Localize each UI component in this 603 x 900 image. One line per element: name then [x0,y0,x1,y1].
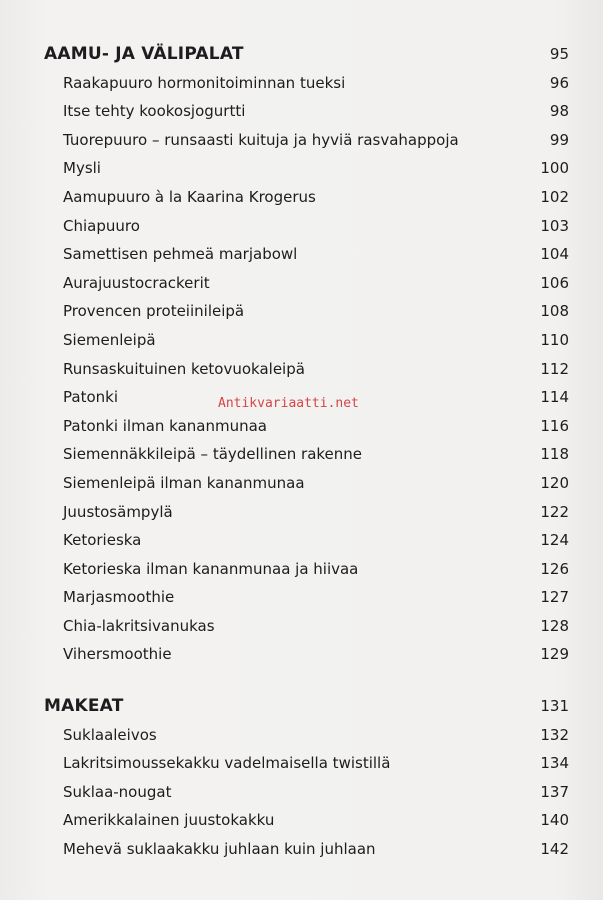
toc-entry-page: 96 [549,73,569,92]
toc-entry-title: Tuorepuuro – runsaasti kuituja ja hyviä rasvahappoja [63,130,459,149]
toc-entry[interactable] [0,440,603,469]
toc-entry-page: 100 [540,159,569,178]
toc-entry[interactable] [0,555,603,584]
toc-entry[interactable] [0,806,603,835]
toc-entry-title: Juustosämpylä [63,502,173,521]
toc-entry[interactable] [0,212,603,241]
toc-entry-title: Marjasmoothie [63,588,175,607]
toc-entry-title: Chiapuuro [63,216,140,235]
toc-entry-title: Raakapuuro hormonitoiminnan tueksi [63,73,346,92]
toc-entry-page: 132 [540,725,569,744]
toc-entry[interactable] [0,469,603,498]
section-heading-row [0,40,603,69]
toc-entry-page: 134 [540,754,569,773]
section-heading-row [0,692,603,721]
toc-entry-page: 110 [540,330,569,349]
toc-entry-page: 99 [549,130,569,149]
toc-entry-title: Siemenleipä ilman kananmunaa [63,473,305,492]
toc-entry-title: Aamupuuro à la Kaarina Krogerus [63,187,316,206]
toc-entry[interactable] [0,612,603,641]
toc-entry-page: 128 [540,616,569,635]
toc-entry-title: Patonki [63,388,118,407]
toc-entry-title: Amerikkalainen juustokakku [63,811,275,830]
toc-entry-title: Provencen proteiinileipä [63,302,245,321]
toc-entry-page: 103 [540,216,569,235]
toc-entry[interactable] [0,326,603,355]
toc-entry-title: Lakritsimoussekakku vadelmaisella twistillä [63,754,391,773]
toc-entry-title: Suklaaleivos [63,725,157,744]
toc-section-makeat [0,692,603,864]
section-title: AAMU- JA VÄLIPALAT [44,44,244,64]
toc-entry-page: 114 [540,388,569,407]
toc-entry[interactable] [0,240,603,269]
section-title: MAKEAT [44,696,124,716]
toc-entry-title: Siemennäkkileipä – täydellinen rakenne [63,445,363,464]
toc-entry-page: 142 [540,839,569,858]
toc-entry-page: 127 [540,588,569,607]
toc-entry[interactable] [0,154,603,183]
toc-entry[interactable] [0,183,603,212]
toc-entry-page: 129 [540,645,569,664]
toc-entry-title: Mysli [63,159,101,178]
toc-entry-title: Suklaa-nougat [63,782,172,801]
toc-entry-page: 102 [540,187,569,206]
toc-entry-title: Ketorieska ilman kananmunaa ja hiivaa [63,559,359,578]
toc-entry[interactable] [0,583,603,612]
toc-entry-title: Mehevä suklaakakku juhlaan kuin juhlaan [63,839,376,858]
toc-entry-page: 126 [540,559,569,578]
toc-entry-title: Runsaskuituinen ketovuokaleipä [63,359,305,378]
toc-entry[interactable] [0,69,603,98]
toc-entry-page: 116 [540,416,569,435]
toc-entry[interactable] [0,640,603,669]
toc-entry[interactable] [0,355,603,384]
section-page-number: 131 [540,697,569,715]
toc-entry-page: 104 [540,245,569,264]
toc-entry-page: 124 [540,531,569,550]
toc-entry-page: 112 [540,359,569,378]
toc-entry-title: Aurajuustocrackerit [63,273,210,292]
watermark-text: Antikvariaatti.net [218,396,359,411]
toc-entry-title: Samettisen pehmeä marjabowl [63,245,298,264]
toc-entry[interactable] [0,778,603,807]
toc-entry-title: Vihersmoothie [63,645,172,664]
toc-entry-page: 122 [540,502,569,521]
toc-entry[interactable] [0,97,603,126]
toc-entry-page: 120 [540,473,569,492]
toc-entry-page: 108 [540,302,569,321]
toc-entry[interactable] [0,749,603,778]
toc-entry-title: Itse tehty kookosjogurtti [63,102,246,121]
toc-entry[interactable] [0,126,603,155]
toc-entry[interactable] [0,526,603,555]
toc-entry-page: 137 [540,782,569,801]
toc-entry[interactable] [0,297,603,326]
toc-entry-title: Patonki ilman kananmunaa [63,416,267,435]
section-page-number: 95 [549,45,569,63]
toc-entry-page: 118 [540,445,569,464]
toc-entry-page: 98 [549,102,569,121]
toc-entry[interactable] [0,269,603,298]
toc-entry-page: 140 [540,811,569,830]
toc-entry[interactable] [0,498,603,527]
toc-entry-title: Ketorieska [63,531,142,550]
toc-entry[interactable] [0,721,603,750]
toc-entry[interactable] [0,835,603,864]
toc-entry-title: Siemenleipä [63,330,156,349]
toc-entry[interactable] [0,412,603,441]
toc-section-aamu-ja-valipalat [0,40,603,669]
toc-entry-title: Chia-lakritsivanukas [63,616,215,635]
toc-entry-page: 106 [540,273,569,292]
